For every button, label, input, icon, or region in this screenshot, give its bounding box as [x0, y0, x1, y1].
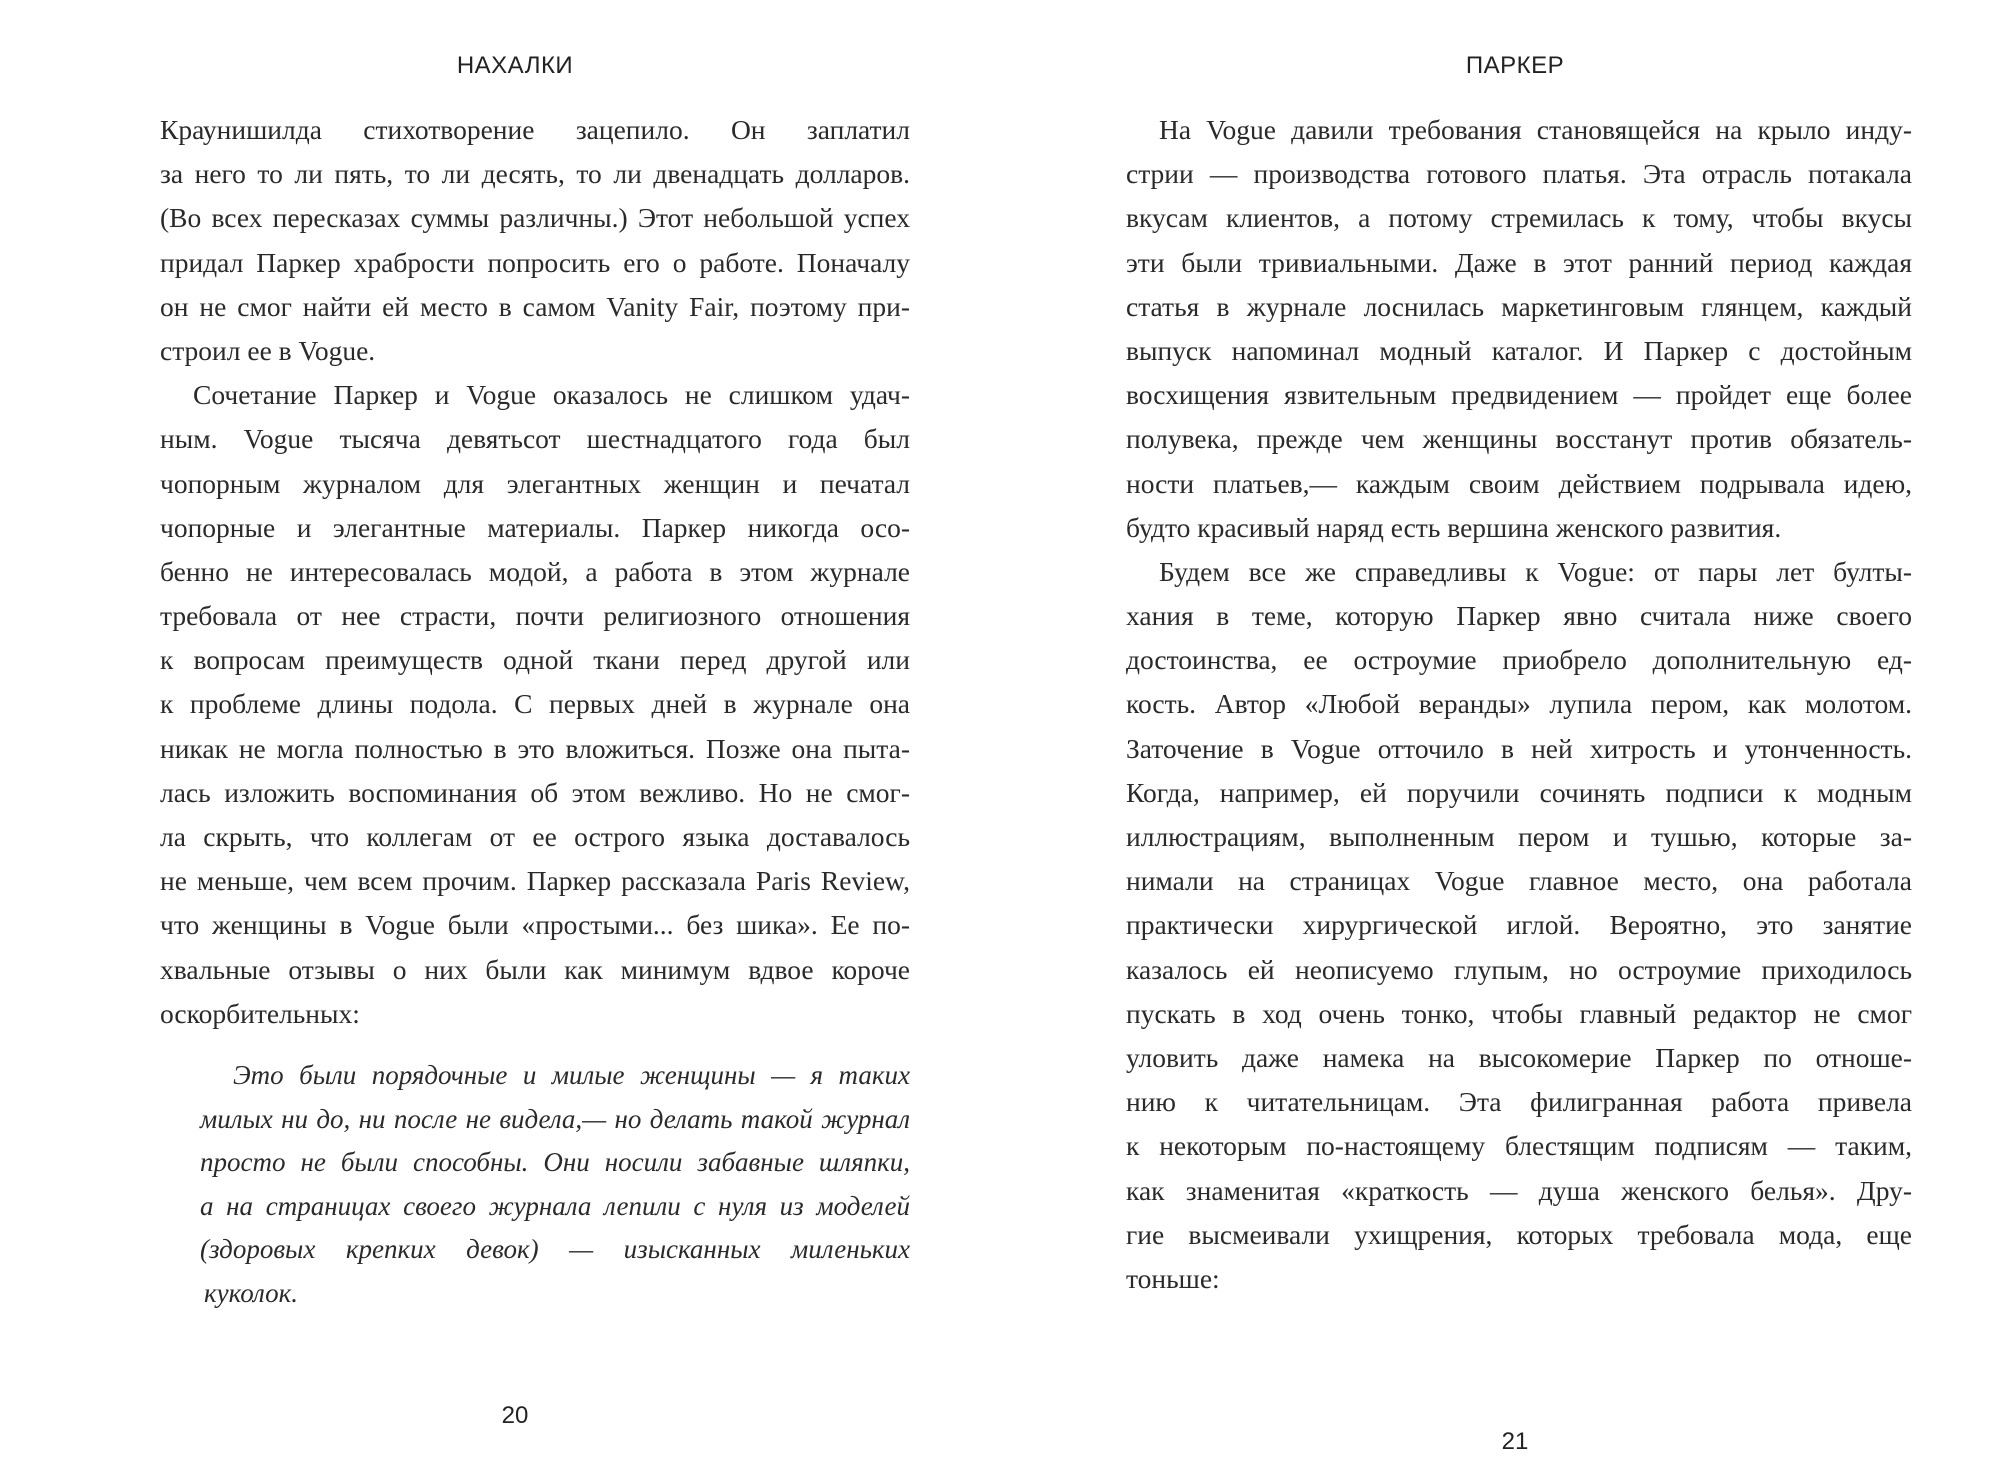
text-line: будто красивый наряд есть вершина женского развития.: [1126, 511, 1782, 543]
text-line: вкусам клиентов, а потому стремилась к тому, чтобы вкусы: [1126, 202, 1912, 234]
text-line: Заточение в Vogue отточило в ней хитрость и утонченность.: [1126, 732, 1912, 764]
text-line: стрии — производства готового платья. Эта отрасль потакала: [1126, 158, 1912, 190]
text-line: придал Паркер храбрости попросить его о работе. Поначалу: [160, 246, 910, 278]
text-line: хвальные отзывы о них были как минимум вдвое короче: [160, 953, 910, 985]
running-head: НАХАЛКИ: [456, 52, 574, 79]
text-line: требовала от нее страсти, почти религиозного отношения: [160, 600, 910, 632]
page-number: 20: [501, 1402, 529, 1429]
text-line: ла скрыть, что коллегам от ее острого языка доставалось: [160, 821, 910, 852]
text-line: тоньше:: [1126, 1262, 1220, 1294]
text-line: нию к читательницам. Эта филигранная работа привела: [1126, 1086, 1912, 1118]
text-line: строил ее в Vogue.: [160, 334, 376, 366]
text-line: На Vogue давили требования становящейся на крыло инду-: [1159, 114, 1912, 145]
text-line: что женщины в Vogue были «простыми... без шика». Ее по-: [160, 909, 910, 941]
text-line: иллюстрациям, выполненным пером и тушью, которые за-: [1126, 821, 1912, 852]
page-number: 21: [1501, 1428, 1529, 1455]
text-line: Когда, например, ей поручили сочинять подписи к модным: [1126, 776, 1912, 808]
quote-line: Это были порядочные и милые женщины — я таких: [233, 1059, 910, 1090]
text-line: достоинства, ее остроумие приобрело дополнительную ед-: [1126, 644, 1912, 676]
text-line: бенно не интересовалась модой, а работа в этом журнале: [160, 555, 910, 587]
text-line: не меньше, чем всем прочим. Паркер рассказала Paris Review,: [160, 865, 910, 897]
text-line: он не смог найти ей место в самом Vanity Fair, поэтому при-: [160, 290, 910, 322]
quote-line: а на страницах своего журнала лепили с нуля из моделей: [200, 1190, 910, 1221]
text-line: как знаменитая «краткость — душа женского белья». Дру-: [1126, 1174, 1912, 1206]
text-line: восхищения язвительным предвидением — пройдет еще более: [1126, 379, 1912, 411]
text-line: пускать в ход очень тонко, чтобы главный редактор не смог: [1126, 997, 1912, 1029]
text-line: эти были тривиальными. Даже в этот ранний период каждая: [1126, 246, 1912, 278]
text-line: чопорным журналом для элегантных женщин и печатал: [160, 467, 910, 499]
text-line: казалось ей неописуемо глупым, но остроумие приходилось: [1126, 953, 1912, 985]
text-line: к проблеме длины подола. С первых дней в журнале она: [160, 688, 910, 720]
text-line: выпуск напоминал модный каталог. И Паркер с достойным: [1126, 334, 1912, 366]
text-line: Краунишилда стихотворение зацепило. Он заплатил: [160, 114, 910, 145]
text-line: практически хирургической иглой. Вероятно, это занятие: [1126, 909, 1912, 941]
text-line: Будем все же справедливы к Vogue: от пары лет булты-: [1159, 555, 1912, 587]
text-line: лась изложить воспоминания об этом вежливо. Но не смог-: [160, 776, 910, 808]
text-line: никак не могла полностью в это вложиться. Позже она пыта-: [160, 732, 910, 764]
text-line: нимали на страницах Vogue главное место, она работала: [1126, 865, 1912, 897]
text-line: гие высмеивали ухищрения, которых требовала мода, еще: [1126, 1218, 1912, 1250]
body-text: [160, 108, 910, 1316]
quote-line: милых ни до, ни после не видела,— но делать такой журнал: [200, 1103, 910, 1134]
text-line: чопорные и элегантные материалы. Паркер никогда осо-: [160, 511, 910, 543]
text-line: кость. Автор «Любой веранды» лупила пером, как молотом.: [1126, 688, 1912, 720]
quote-line: просто не были способны. Они носили забавные шляпки,: [200, 1147, 910, 1178]
text-line: к некоторым по-настоящему блестящим подписям — таким,: [1126, 1130, 1912, 1162]
text-line: за него то ли пять, то ли десять, то ли двенадцать долларов.: [160, 158, 910, 190]
text-line: статья в журнале лоснилась маркетинговым глянцем, каждый: [1126, 290, 1912, 322]
text-line: к вопросам преимуществ одной ткани перед другой или: [160, 644, 910, 676]
quote-line: куколок.: [204, 1277, 299, 1308]
body-text: [1126, 108, 1912, 1301]
text-line: Сочетание Паркер и Vogue оказалось не слишком удач-: [193, 379, 910, 411]
text-line: оскорбительных:: [160, 997, 360, 1029]
text-line: ным. Vogue тысяча девятьсот шестнадцатого года был: [160, 423, 910, 455]
text-line: полувека, прежде чем женщины восстанут против обязатель-: [1126, 423, 1912, 455]
text-line: уловить даже намека на высокомерие Паркер по отноше-: [1126, 1041, 1912, 1073]
block-quote: [160, 1054, 910, 1316]
quote-line: (здоровых крепких девок) — изысканных миленьких: [200, 1234, 910, 1265]
right-page: [1000, 0, 2000, 1482]
running-head: ПАРКЕР: [1465, 52, 1565, 79]
text-line: хания в теме, которую Паркер явно считала ниже своего: [1126, 600, 1912, 632]
text-line: ности платьев,— каждым своим действием подрывала идею,: [1126, 467, 1912, 499]
text-line: (Во всех пересказах суммы различны.) Этот небольшой успех: [160, 202, 910, 234]
